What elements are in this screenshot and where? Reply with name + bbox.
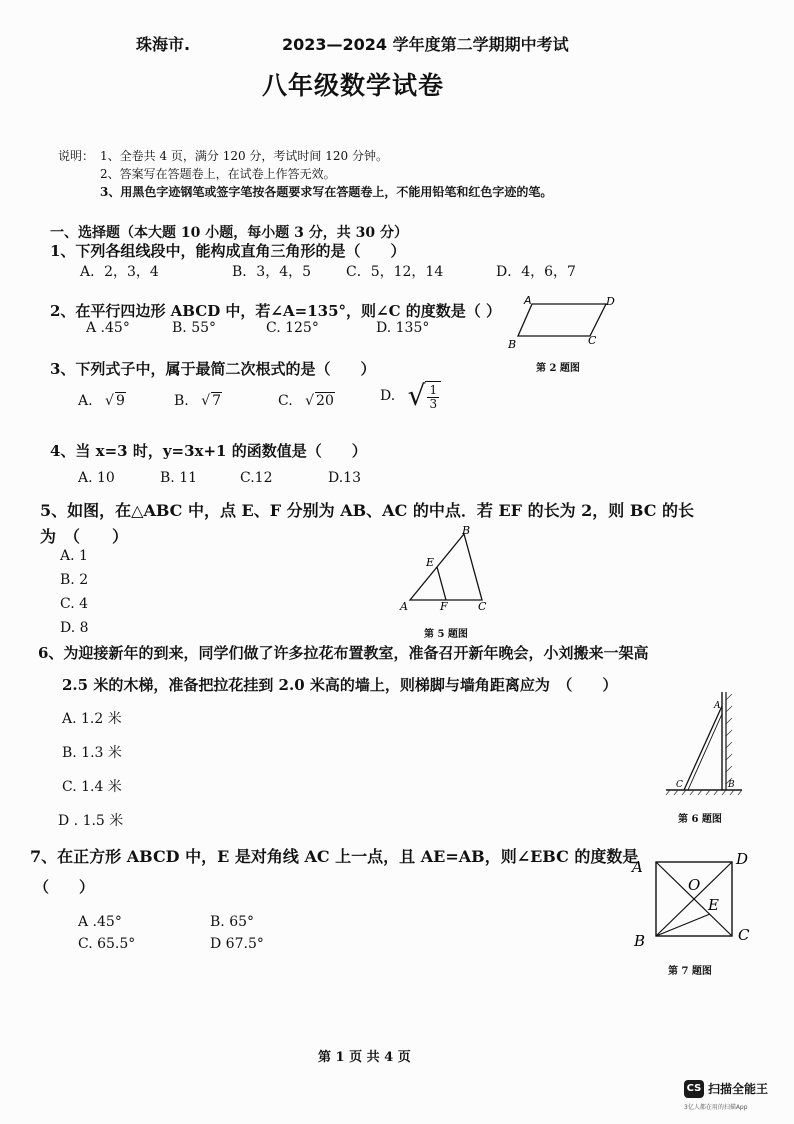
q7-figure [630, 848, 758, 952]
q7-stem-line1: 7、在正方形 ABCD 中，E 是对角线 AC 上一点，且 AE=AB，则∠EBC 的度数是 [30, 847, 639, 866]
q4-option-c: C.12 [240, 470, 273, 486]
q7-option-b: B. 65° [210, 914, 255, 930]
section-heading: 一、选择题（本大题 10 小题，每小题 3 分，共 30 分） [50, 225, 408, 241]
q5-option-a: A. 1 [60, 548, 88, 564]
q5-stem-line2: 为 （ ） [40, 527, 129, 546]
q2-figure [506, 292, 616, 352]
q6-label-c: C [676, 780, 683, 790]
q7-label-c: C [738, 926, 750, 944]
q7-label-b: B [634, 932, 646, 950]
page-number: 第 1 页 共 4 页 [318, 1050, 411, 1065]
q6-figure [664, 690, 748, 802]
q7-caption: 第 7 题图 [668, 966, 712, 977]
q6-label-a: A [714, 701, 721, 711]
q7-stem-line2: （ ） [34, 878, 95, 896]
q1-option-c: C．5，12，14 [346, 264, 444, 280]
q2-option-a: A .45° [86, 320, 130, 336]
q1-option-a: A．2，3，4 [80, 264, 159, 280]
q1-option-d: D．4，6，7 [496, 264, 576, 280]
q4-option-a: A. 10 [78, 470, 115, 486]
q6-label-b: B [728, 780, 735, 790]
q5-label-a: A [400, 600, 408, 613]
q7-label-e: E [708, 896, 719, 914]
note-2: 2、答案写在答题卷上，在试卷上作答无效。 [100, 167, 336, 181]
q2-label-b: B [508, 338, 517, 351]
scanner-app-name: 扫描全能王 [708, 1082, 769, 1096]
q3-option-c: C. √ 20 [278, 393, 334, 409]
q6-option-d: D . 1.5 米 [58, 813, 124, 829]
q2-caption: 第 2 题图 [536, 363, 580, 374]
q6-stem-line1: 6、为迎接新年的到来，同学们做了许多拉花布置教室，准备召开新年晚会，小刘搬来一架高 [38, 644, 649, 662]
q4-option-b: B. 11 [160, 470, 198, 486]
q6-option-b: B. 1.3 米 [62, 745, 122, 761]
q3-option-a-letter: A. [78, 393, 93, 409]
q5-label-e: E [426, 556, 435, 569]
q3-option-c-radicand: 20 [316, 393, 334, 409]
q3-option-d-numerator: 1 [429, 383, 438, 397]
q7-option-d: D 67.5° [210, 936, 264, 952]
q3-option-a-radicand: 9 [115, 393, 125, 409]
q3-option-c-letter: C. [278, 393, 293, 409]
q2-option-c: C. 125° [266, 320, 319, 336]
q1-option-b: B．3，4，5 [232, 264, 312, 280]
q2-label-d: D [606, 295, 615, 308]
q5-label-f: F [440, 600, 448, 613]
q6-option-c: C. 1.4 米 [62, 779, 122, 795]
q5-stem-line1: 5、如图，在△ABC 中，点 E、F 分别为 AB、AC 的中点．若 EF 的长为 2，则 BC 的长 [40, 501, 694, 520]
q4-stem: 4、当 x=3 时，y=3x+1 的函数值是（ ） [50, 442, 367, 460]
q3-option-d-denominator: 3 [429, 397, 438, 411]
q5-option-b: B. 2 [60, 572, 89, 588]
q5-caption: 第 5 题图 [424, 629, 468, 640]
q7-label-d: D [736, 850, 749, 868]
q3-option-b-letter: B. [174, 393, 189, 409]
page-title: 八年级数学试卷 [262, 71, 445, 100]
note-3: 3、用黑色字迹钢笔或签字笔按各题要求写在答题卷上，不能用铅笔和红色字迹的笔。 [100, 185, 553, 199]
q2-stem: 2、在平行四边形 ABCD 中，若∠A=135°，则∠C 的度数是（ ） [50, 302, 501, 320]
q5-option-d: D. 8 [60, 620, 89, 636]
q5-label-b: B [462, 524, 471, 537]
q4-option-d: D.13 [328, 470, 361, 486]
notes-label: 说明： [58, 149, 95, 163]
q2-option-d: D. 135° [376, 320, 430, 336]
q3-stem: 3、下列式子中，属于最简二次根式的是（ ） [50, 360, 376, 378]
q1-stem: 1、下列各组线段中，能构成直角三角形的是（ ） [50, 242, 406, 260]
q3-option-b-radicand: 7 [212, 393, 222, 409]
q3-option-b: B. √ 7 [174, 393, 222, 409]
q6-option-a: A. 1.2 米 [62, 711, 122, 727]
q5-option-c: C. 4 [60, 596, 89, 612]
q5-label-c: C [478, 600, 487, 613]
exam-title: 2023—2024 学年度第二学期期中考试 [282, 35, 569, 54]
q7-label-a: A [632, 858, 643, 876]
note-1: 1、全卷共 4 页，满分 120 分，考试时间 120 分钟。 [100, 149, 388, 163]
q6-stem-line2: 2.5 米的木梯，准备把拉花挂到 2.0 米高的墙上，则梯脚与墙角距离应为 （ ） [62, 676, 618, 694]
q7-option-a: A .45° [78, 914, 122, 930]
q5-figure [396, 524, 496, 616]
scanner-app-tagline: 3亿人都在用的扫描App [684, 1104, 748, 1111]
scanner-logo-icon: CS [684, 1080, 704, 1098]
q6-caption: 第 6 题图 [678, 814, 722, 825]
q7-option-c: C. 65.5° [78, 936, 136, 952]
q3-option-d: D. √ $\frac{1}{3}$ [380, 378, 441, 414]
q2-label-c: C [588, 334, 597, 347]
q3-option-d-letter: D. [380, 388, 396, 404]
q2-option-b: B. 55° [172, 320, 217, 336]
q7-label-o: O [688, 876, 701, 894]
q3-option-a: A. √ 9 [78, 393, 125, 409]
city-label: 珠海市. [136, 35, 191, 54]
q2-label-a: A [524, 294, 532, 307]
